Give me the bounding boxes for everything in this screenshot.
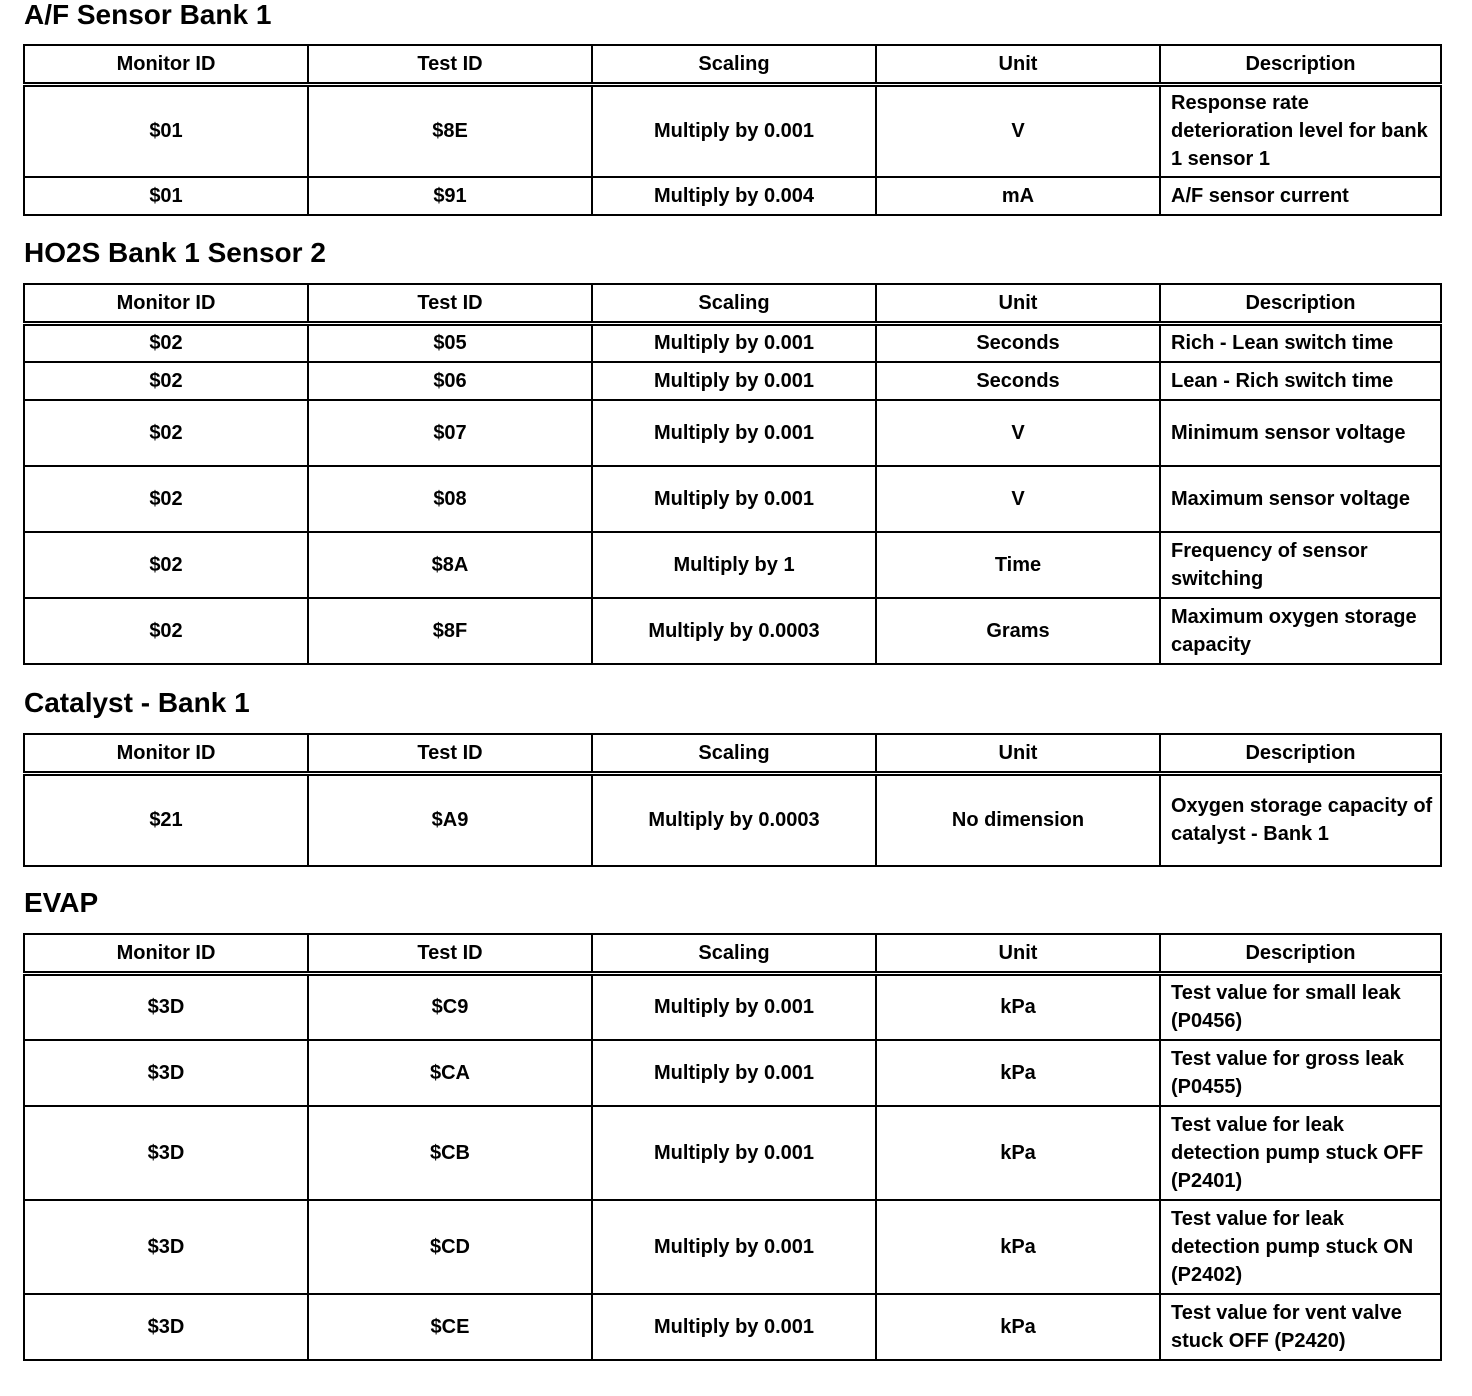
section-title-af-sensor: A/F Sensor Bank 1 (24, 0, 272, 30)
cell-description: Minimum sensor voltage (1160, 400, 1441, 466)
cell-description: Lean - Rich switch time (1160, 362, 1441, 400)
cell-description: Test value for small leak (P0456) (1160, 974, 1441, 1040)
table-row (24, 774, 1441, 866)
cell-unit: kPa (876, 974, 1160, 1040)
cell-scaling: Multiply by 0.0003 (592, 598, 876, 664)
header-monitor-id: Monitor ID (24, 284, 308, 324)
header-test-id: Test ID (308, 284, 592, 324)
table-row (24, 1106, 1441, 1200)
cell-monitor-id: $3D (24, 1106, 308, 1200)
cell-monitor-id: $02 (24, 400, 308, 466)
table-header-row (24, 934, 1441, 974)
cell-description: Frequency of sensor switching (1160, 532, 1441, 598)
table-row (24, 1040, 1441, 1106)
cell-monitor-id: $01 (24, 85, 308, 177)
header-unit: Unit (876, 734, 1160, 774)
cell-monitor-id: $01 (24, 177, 308, 215)
section-title-evap: EVAP (24, 887, 99, 918)
table-row (24, 532, 1441, 598)
cell-test-id: $C9 (308, 974, 592, 1040)
cell-description: Oxygen storage capacity of catalyst - Bank 1 (1160, 774, 1441, 866)
cell-unit: kPa (876, 1200, 1160, 1294)
cell-unit: No dimension (876, 774, 1160, 866)
table-af-sensor (23, 44, 1442, 216)
header-scaling: Scaling (592, 284, 876, 324)
cell-monitor-id: $3D (24, 1200, 308, 1294)
cell-unit: Time (876, 532, 1160, 598)
cell-description: Maximum oxygen storage capacity (1160, 598, 1441, 664)
table-row (24, 85, 1441, 177)
cell-description: Test value for vent valve stuck OFF (P2420) (1160, 1294, 1441, 1360)
header-test-id: Test ID (308, 45, 592, 85)
header-description: Description (1160, 734, 1441, 774)
cell-scaling: Multiply by 1 (592, 532, 876, 598)
cell-scaling: Multiply by 0.0003 (592, 774, 876, 866)
cell-test-id: $A9 (308, 774, 592, 866)
header-test-id: Test ID (308, 734, 592, 774)
header-description: Description (1160, 45, 1441, 85)
table-ho2s (23, 283, 1442, 665)
table-row (24, 177, 1441, 215)
cell-scaling: Multiply by 0.001 (592, 1040, 876, 1106)
cell-unit: V (876, 400, 1160, 466)
cell-scaling: Multiply by 0.001 (592, 1200, 876, 1294)
cell-unit: V (876, 466, 1160, 532)
header-scaling: Scaling (592, 934, 876, 974)
cell-test-id: $CB (308, 1106, 592, 1200)
cell-monitor-id: $02 (24, 466, 308, 532)
cell-monitor-id: $02 (24, 532, 308, 598)
table-header-row (24, 734, 1441, 774)
cell-test-id: $8E (308, 85, 592, 177)
table-row (24, 324, 1441, 362)
cell-description: Test value for leak detection pump stuck ON (P2402) (1160, 1200, 1441, 1294)
cell-description: Response rate deterioration level for bank 1 sensor 1 (1160, 85, 1441, 177)
cell-monitor-id: $02 (24, 324, 308, 362)
cell-unit: Grams (876, 598, 1160, 664)
header-test-id: Test ID (308, 934, 592, 974)
cell-unit: mA (876, 177, 1160, 215)
table-row (24, 1294, 1441, 1360)
cell-scaling: Multiply by 0.001 (592, 85, 876, 177)
cell-monitor-id: $02 (24, 598, 308, 664)
header-unit: Unit (876, 45, 1160, 85)
table-row (24, 400, 1441, 466)
section-title-catalyst: Catalyst - Bank 1 (24, 687, 250, 718)
table-header-row (24, 284, 1441, 324)
cell-test-id: $8A (308, 532, 592, 598)
cell-test-id: $91 (308, 177, 592, 215)
cell-monitor-id: $21 (24, 774, 308, 866)
cell-unit: kPa (876, 1040, 1160, 1106)
table-row (24, 362, 1441, 400)
cell-scaling: Multiply by 0.001 (592, 324, 876, 362)
cell-scaling: Multiply by 0.001 (592, 1294, 876, 1360)
cell-monitor-id: $3D (24, 974, 308, 1040)
cell-monitor-id: $3D (24, 1040, 308, 1106)
cell-test-id: $06 (308, 362, 592, 400)
cell-scaling: Multiply by 0.001 (592, 362, 876, 400)
table-row (24, 1200, 1441, 1294)
cell-unit: Seconds (876, 324, 1160, 362)
cell-unit: kPa (876, 1106, 1160, 1200)
header-scaling: Scaling (592, 45, 876, 85)
cell-test-id: $CE (308, 1294, 592, 1360)
table-catalyst (23, 733, 1442, 867)
cell-description: Rich - Lean switch time (1160, 324, 1441, 362)
table-row (24, 598, 1441, 664)
cell-unit: V (876, 85, 1160, 177)
header-monitor-id: Monitor ID (24, 934, 308, 974)
header-description: Description (1160, 284, 1441, 324)
header-monitor-id: Monitor ID (24, 45, 308, 85)
header-unit: Unit (876, 934, 1160, 974)
cell-description: Maximum sensor voltage (1160, 466, 1441, 532)
cell-scaling: Multiply by 0.004 (592, 177, 876, 215)
cell-scaling: Multiply by 0.001 (592, 400, 876, 466)
cell-description: Test value for leak detection pump stuck OFF (P2401) (1160, 1106, 1441, 1200)
cell-scaling: Multiply by 0.001 (592, 974, 876, 1040)
cell-test-id: $CA (308, 1040, 592, 1106)
table-row (24, 466, 1441, 532)
cell-unit: kPa (876, 1294, 1160, 1360)
table-evap (23, 933, 1442, 1361)
cell-test-id: $CD (308, 1200, 592, 1294)
header-scaling: Scaling (592, 734, 876, 774)
cell-test-id: $07 (308, 400, 592, 466)
cell-test-id: $08 (308, 466, 592, 532)
cell-scaling: Multiply by 0.001 (592, 466, 876, 532)
header-monitor-id: Monitor ID (24, 734, 308, 774)
cell-test-id: $05 (308, 324, 592, 362)
header-unit: Unit (876, 284, 1160, 324)
section-title-ho2s: HO2S Bank 1 Sensor 2 (24, 237, 326, 268)
header-description: Description (1160, 934, 1441, 974)
cell-scaling: Multiply by 0.001 (592, 1106, 876, 1200)
cell-unit: Seconds (876, 362, 1160, 400)
cell-description: Test value for gross leak (P0455) (1160, 1040, 1441, 1106)
table-row (24, 974, 1441, 1040)
cell-description: A/F sensor current (1160, 177, 1441, 215)
table-header-row (24, 45, 1441, 85)
cell-monitor-id: $02 (24, 362, 308, 400)
cell-test-id: $8F (308, 598, 592, 664)
cell-monitor-id: $3D (24, 1294, 308, 1360)
